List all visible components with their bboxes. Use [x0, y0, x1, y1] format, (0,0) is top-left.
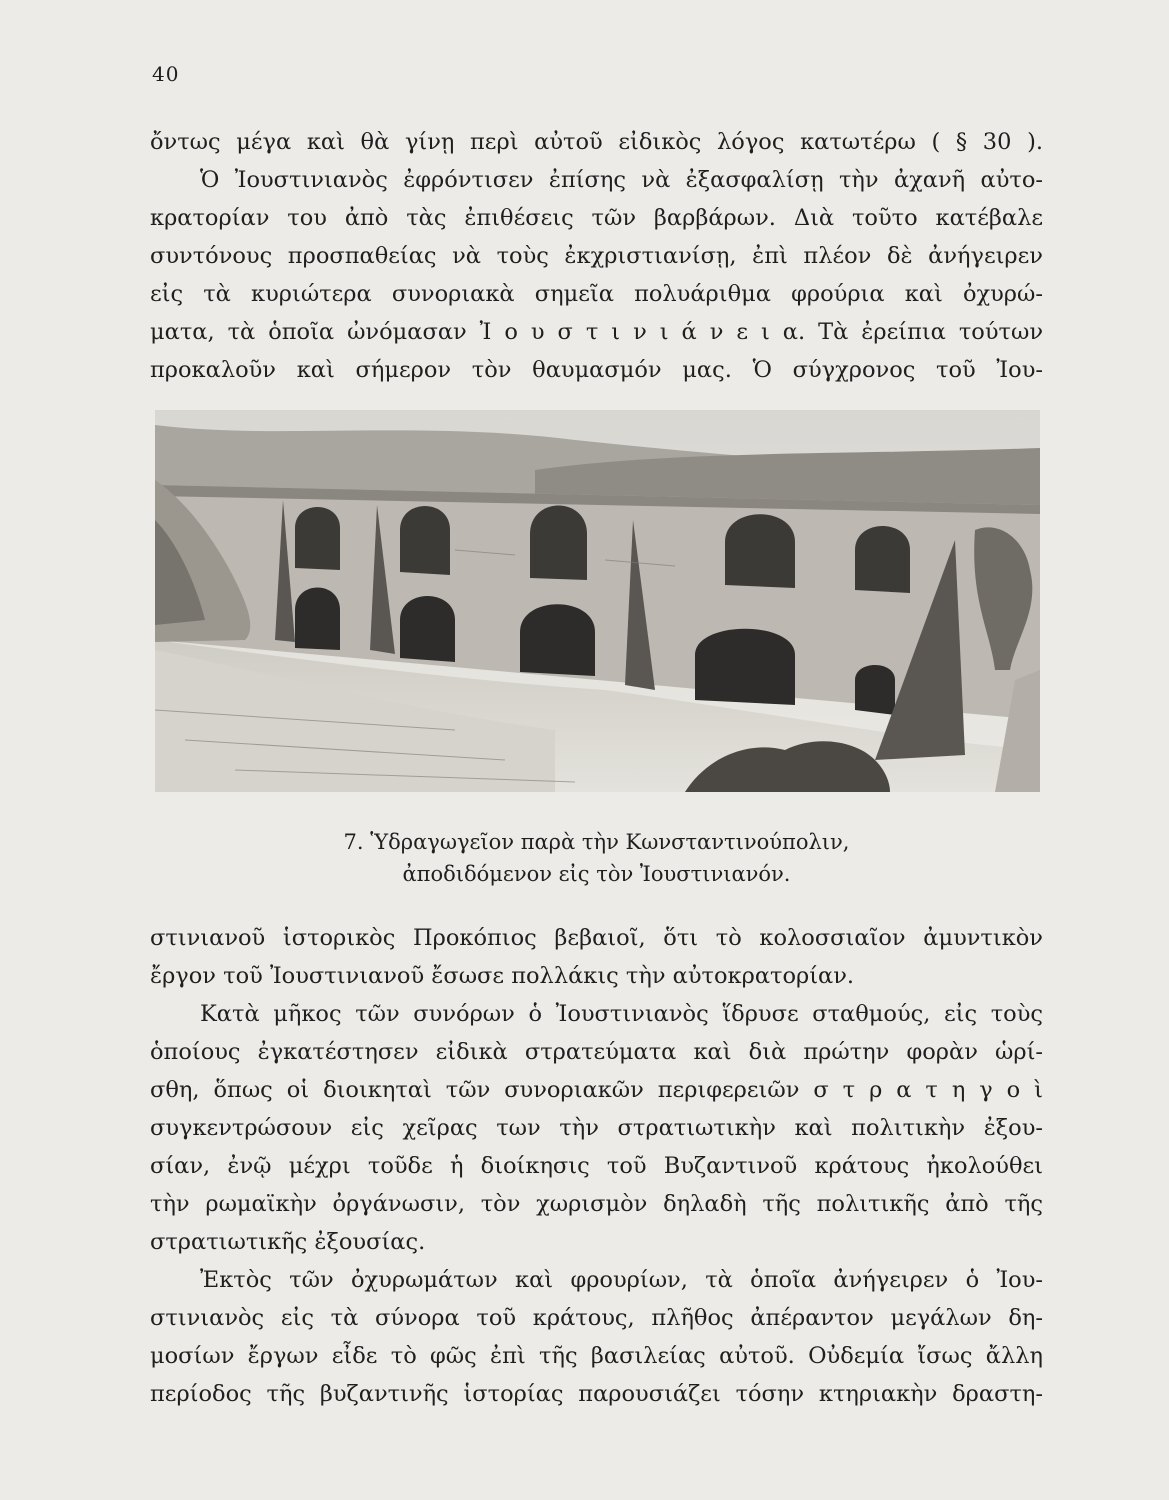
- figure-caption: [150, 826, 1043, 890]
- text-line: τὴν ρωμαϊκὴν ὀργάνωσιν, τὸν χωρισμὸν δηλαδὴ τῆς πολιτικῆς ἀπὸ τῆς: [150, 1191, 1043, 1217]
- text-line: κρατορίαν του ἀπὸ τὰς ἐπιθέσεις τῶν βαρβάρων. Διὰ τοῦτο κατέβαλε: [150, 205, 1043, 231]
- text-line: ὄντως μέγα καὶ θὰ γίνῃ περὶ αὐτοῦ εἰδικὸς λόγος κατωτέρω ( § 30 ).: [150, 129, 1043, 155]
- text-line: Κατὰ μῆκος τῶν συνόρων ὁ Ἰουστινιανὸς ἵδρυσε σταθμούς, εἰς τοὺς: [200, 1001, 1043, 1027]
- text-line: περίοδος τῆς βυζαντινῆς ἱστορίας παρουσιάζει τόσην κτηριακὴν δραστη-: [150, 1381, 1043, 1407]
- text-line: στινιανὸς εἰς τὰ σύνορα τοῦ κράτους, πλῆθος ἀπέραντον μεγάλων δη-: [150, 1305, 1043, 1331]
- caption-line: 7. Ὑδραγωγεῖον παρὰ τὴν Κωνσταντινούπολιν,: [343, 830, 850, 854]
- text-line: Ὁ Ἰουστινιανὸς ἐφρόντισεν ἐπίσης νὰ ἐξασφαλίσῃ τὴν ἀχανῆ αὐτο-: [200, 167, 1043, 193]
- aqueduct-drawing: [155, 410, 1040, 792]
- caption-line: ἀποδιδόμενον εἰς τὸν Ἰουστινιανόν.: [402, 862, 791, 886]
- text-line: εἰς τὰ κυριώτερα συνοριακὰ σημεῖα πολυάριθμα φρούρια καὶ ὀχυρώ-: [150, 281, 1043, 307]
- text-line: μοσίων ἔργων εἶδε τὸ φῶς ἐπὶ τῆς βασιλείας αὐτοῦ. Οὐδεμία ἴσως ἄλλη: [150, 1343, 1043, 1369]
- text-block-top: [150, 123, 1043, 389]
- text-line: ὁποίους ἐγκατέστησεν εἰδικὰ στρατεύματα καὶ διὰ πρώτην φορὰν ὡρί-: [150, 1039, 1043, 1065]
- text-line: ἔργον τοῦ Ἰουστινιανοῦ ἔσωσε πολλάκις τὴν αὐτοκρατορίαν.: [150, 963, 855, 989]
- text-line: στινιανοῦ ἱστορικὸς Προκόπιος βεβαιοῖ, ὅτι τὸ κολοσσιαῖον ἀμυντικὸν: [150, 925, 1043, 951]
- text-line: σθη, ὅπως οἱ διοικηταὶ τῶν συνοριακῶν περιφερειῶν σ τ ρ α τ η γ ο ὶ: [150, 1077, 1043, 1103]
- text-line: ματα, τὰ ὁποῖα ὠνόμασαν Ἰ ο υ σ τ ι ν ι ά ν ε ι α. Τὰ ἐρείπια τούτων: [150, 319, 1043, 345]
- text-line: συντόνους προσπαθείας νὰ τοὺς ἐκχριστιανίσῃ, ἐπὶ πλέον δὲ ἀνήγειρεν: [150, 243, 1043, 269]
- text-line: σίαν, ἐνῷ μέχρι τοῦδε ἡ διοίκησις τοῦ Βυζαντινοῦ κράτους ἠκολούθει: [150, 1153, 1043, 1179]
- aqueduct-illustration: [155, 410, 1040, 792]
- text-line: συγκεντρώσουν εἰς χεῖρας των τὴν στρατιωτικὴν καὶ πολιτικὴν ἐξου-: [150, 1115, 1043, 1141]
- text-line: Ἐκτὸς τῶν ὀχυρωμάτων καὶ φρουρίων, τὰ ὁποῖα ἀνήγειρεν ὁ Ἰου-: [200, 1267, 1043, 1293]
- page-number: 40: [152, 62, 180, 86]
- text-line: προκαλοῦν καὶ σήμερον τὸν θαυμασμόν μας. Ὁ σύγχρονος τοῦ Ἰου-: [150, 357, 1043, 383]
- text-line: στρατιωτικῆς ἐξουσίας.: [150, 1229, 426, 1255]
- text-block-bottom: [150, 919, 1043, 1413]
